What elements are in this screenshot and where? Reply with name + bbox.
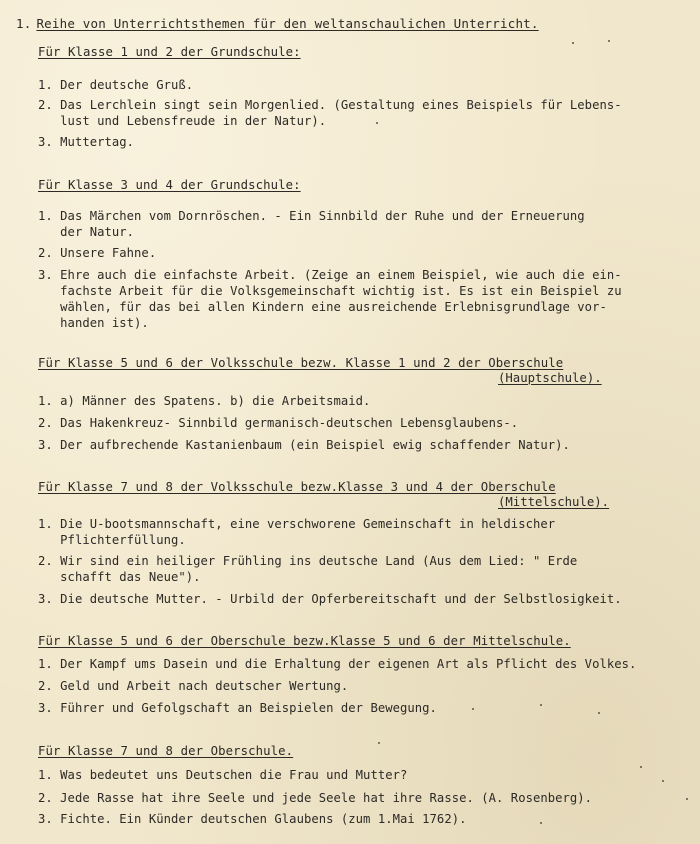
item-text: Unsere Fahne. — [60, 246, 157, 260]
section-heading-line2: (Mittelschule). — [498, 495, 610, 509]
list-item — [38, 437, 570, 453]
item-text: Ehre auch die einfachste Arbeit. (Zeige an einem Beispiel, wie auch die ein- — [60, 268, 622, 282]
item-text: Muttertag. — [60, 135, 135, 149]
item-text: a) Männer des Spatens. b) die Arbeitsmaid. — [60, 394, 371, 408]
list-item — [38, 208, 585, 240]
item-text: fachste Arbeit für die Volksgemeinschaft wichtig ist. Es ist ein Beispiel zu — [60, 284, 622, 298]
item-number: 3. — [38, 135, 53, 149]
item-text: Pflichterfüllung. — [60, 533, 186, 547]
item-text: lust und Lebensfreude in der Natur). — [60, 114, 327, 128]
item-number: 1. — [38, 768, 53, 782]
item-text: Fichte. Ein Künder deutschen Glaubens (zum 1.Mai 1762). — [60, 812, 467, 826]
item-number: 3. — [38, 812, 53, 826]
item-number: 3. — [38, 268, 53, 282]
item-text: Das Lerchlein singt sein Morgenlied. (Gestaltung eines Beispiels für Lebens- — [60, 98, 622, 112]
list-item — [38, 134, 134, 150]
paper-speck — [686, 798, 688, 800]
item-text: Geld und Arbeit nach deutscher Wertung. — [60, 679, 349, 693]
item-number: 3. — [38, 701, 53, 715]
item-number: 1. — [38, 78, 53, 92]
paper-speck — [608, 40, 610, 42]
item-text: Was bedeutet uns Deutschen die Frau und Mutter? — [60, 768, 408, 782]
list-item — [38, 700, 437, 716]
section-heading: Für Klasse 7 und 8 der Volksschule bezw.Klasse 3 und 4 der Oberschule — [38, 480, 556, 494]
paper-speck — [540, 704, 542, 706]
paper-speck — [572, 42, 574, 44]
list-item — [38, 790, 592, 806]
list-item — [38, 656, 636, 672]
list-item — [38, 678, 348, 694]
item-number: 1. — [38, 394, 53, 408]
item-text: Wir sind ein heiliger Frühling ins deutsche Land (Aus dem Lied: " Erde — [60, 554, 578, 568]
item-text: Das Hakenkreuz- Sinnbild germanisch-deutschen Lebensglaubens-. — [60, 416, 519, 430]
list-item — [38, 97, 622, 129]
item-number: 3. — [38, 438, 53, 452]
paper-speck — [640, 766, 642, 768]
item-number: 1. — [38, 517, 53, 531]
title-number: 1. — [16, 16, 32, 31]
item-number: 2. — [38, 791, 53, 805]
item-text: Die deutsche Mutter. - Urbild der Opferbereitschaft und der Selbstlosigkeit. — [60, 592, 622, 606]
paper-speck — [376, 122, 378, 124]
item-text: Führer und Gefolgschaft an Beispielen der Bewegung. — [60, 701, 437, 715]
list-item — [38, 553, 577, 585]
item-text: Der aufbrechende Kastanienbaum (ein Beispiel ewig schaffender Natur). — [60, 438, 570, 452]
list-item — [38, 393, 370, 409]
list-item — [38, 77, 193, 93]
list-item — [38, 267, 622, 331]
item-text: Jede Rasse hat ihre Seele und jede Seele hat ihre Rasse. (A. Rosenberg). — [60, 791, 593, 805]
title-text: Reihe von Unterrichtsthemen für den weltanschaulichen Unterricht. — [36, 16, 539, 31]
section-heading: Für Klasse 3 und 4 der Grundschule: — [38, 178, 301, 192]
item-text: Die U-bootsmannschaft, eine verschworene Gemeinschaft in heldischer — [60, 517, 556, 531]
list-item — [38, 415, 518, 431]
list-item — [38, 245, 156, 261]
section-heading: Für Klasse 5 und 6 der Volksschule bezw. Klasse 1 und 2 der Oberschule — [38, 356, 564, 370]
section-heading-line2: (Hauptschule). — [498, 371, 602, 385]
item-number: 2. — [38, 554, 53, 568]
item-text: Der deutsche Gruß. — [60, 78, 194, 92]
paper-speck — [662, 780, 664, 782]
list-item — [38, 767, 407, 783]
item-number: 1. — [38, 209, 53, 223]
section-heading: Für Klasse 7 und 8 der Oberschule. — [38, 744, 294, 758]
item-number: 2. — [38, 98, 53, 112]
document-title — [16, 16, 539, 31]
section-heading: Für Klasse 5 und 6 der Oberschule bezw.Klasse 5 und 6 der Mittelschule. — [38, 634, 571, 648]
paper-speck — [472, 708, 474, 710]
item-text: handen ist). — [60, 316, 149, 330]
item-text: Das Märchen vom Dornröschen. - Ein Sinnbild der Ruhe und der Erneuerung — [60, 209, 585, 223]
item-number: 2. — [38, 679, 53, 693]
item-text: schafft das Neue"). — [60, 570, 201, 584]
item-text: Der Kampf ums Dasein und die Erhaltung der eigenen Art als Pflicht des Volkes. — [60, 657, 637, 671]
section-heading: Für Klasse 1 und 2 der Grundschule: — [38, 45, 301, 59]
list-item — [38, 811, 466, 827]
paper-speck — [540, 822, 542, 824]
list-item — [38, 516, 555, 548]
paper-speck — [378, 742, 380, 744]
item-text: wählen, für das bei allen Kindern eine ausreichende Erlebnisgrundlage vor- — [60, 300, 607, 314]
item-number: 1. — [38, 657, 53, 671]
paper-speck — [598, 712, 600, 714]
item-text: der Natur. — [60, 225, 135, 239]
item-number: 3. — [38, 592, 53, 606]
item-number: 2. — [38, 416, 53, 430]
list-item — [38, 591, 622, 607]
item-number: 2. — [38, 246, 53, 260]
